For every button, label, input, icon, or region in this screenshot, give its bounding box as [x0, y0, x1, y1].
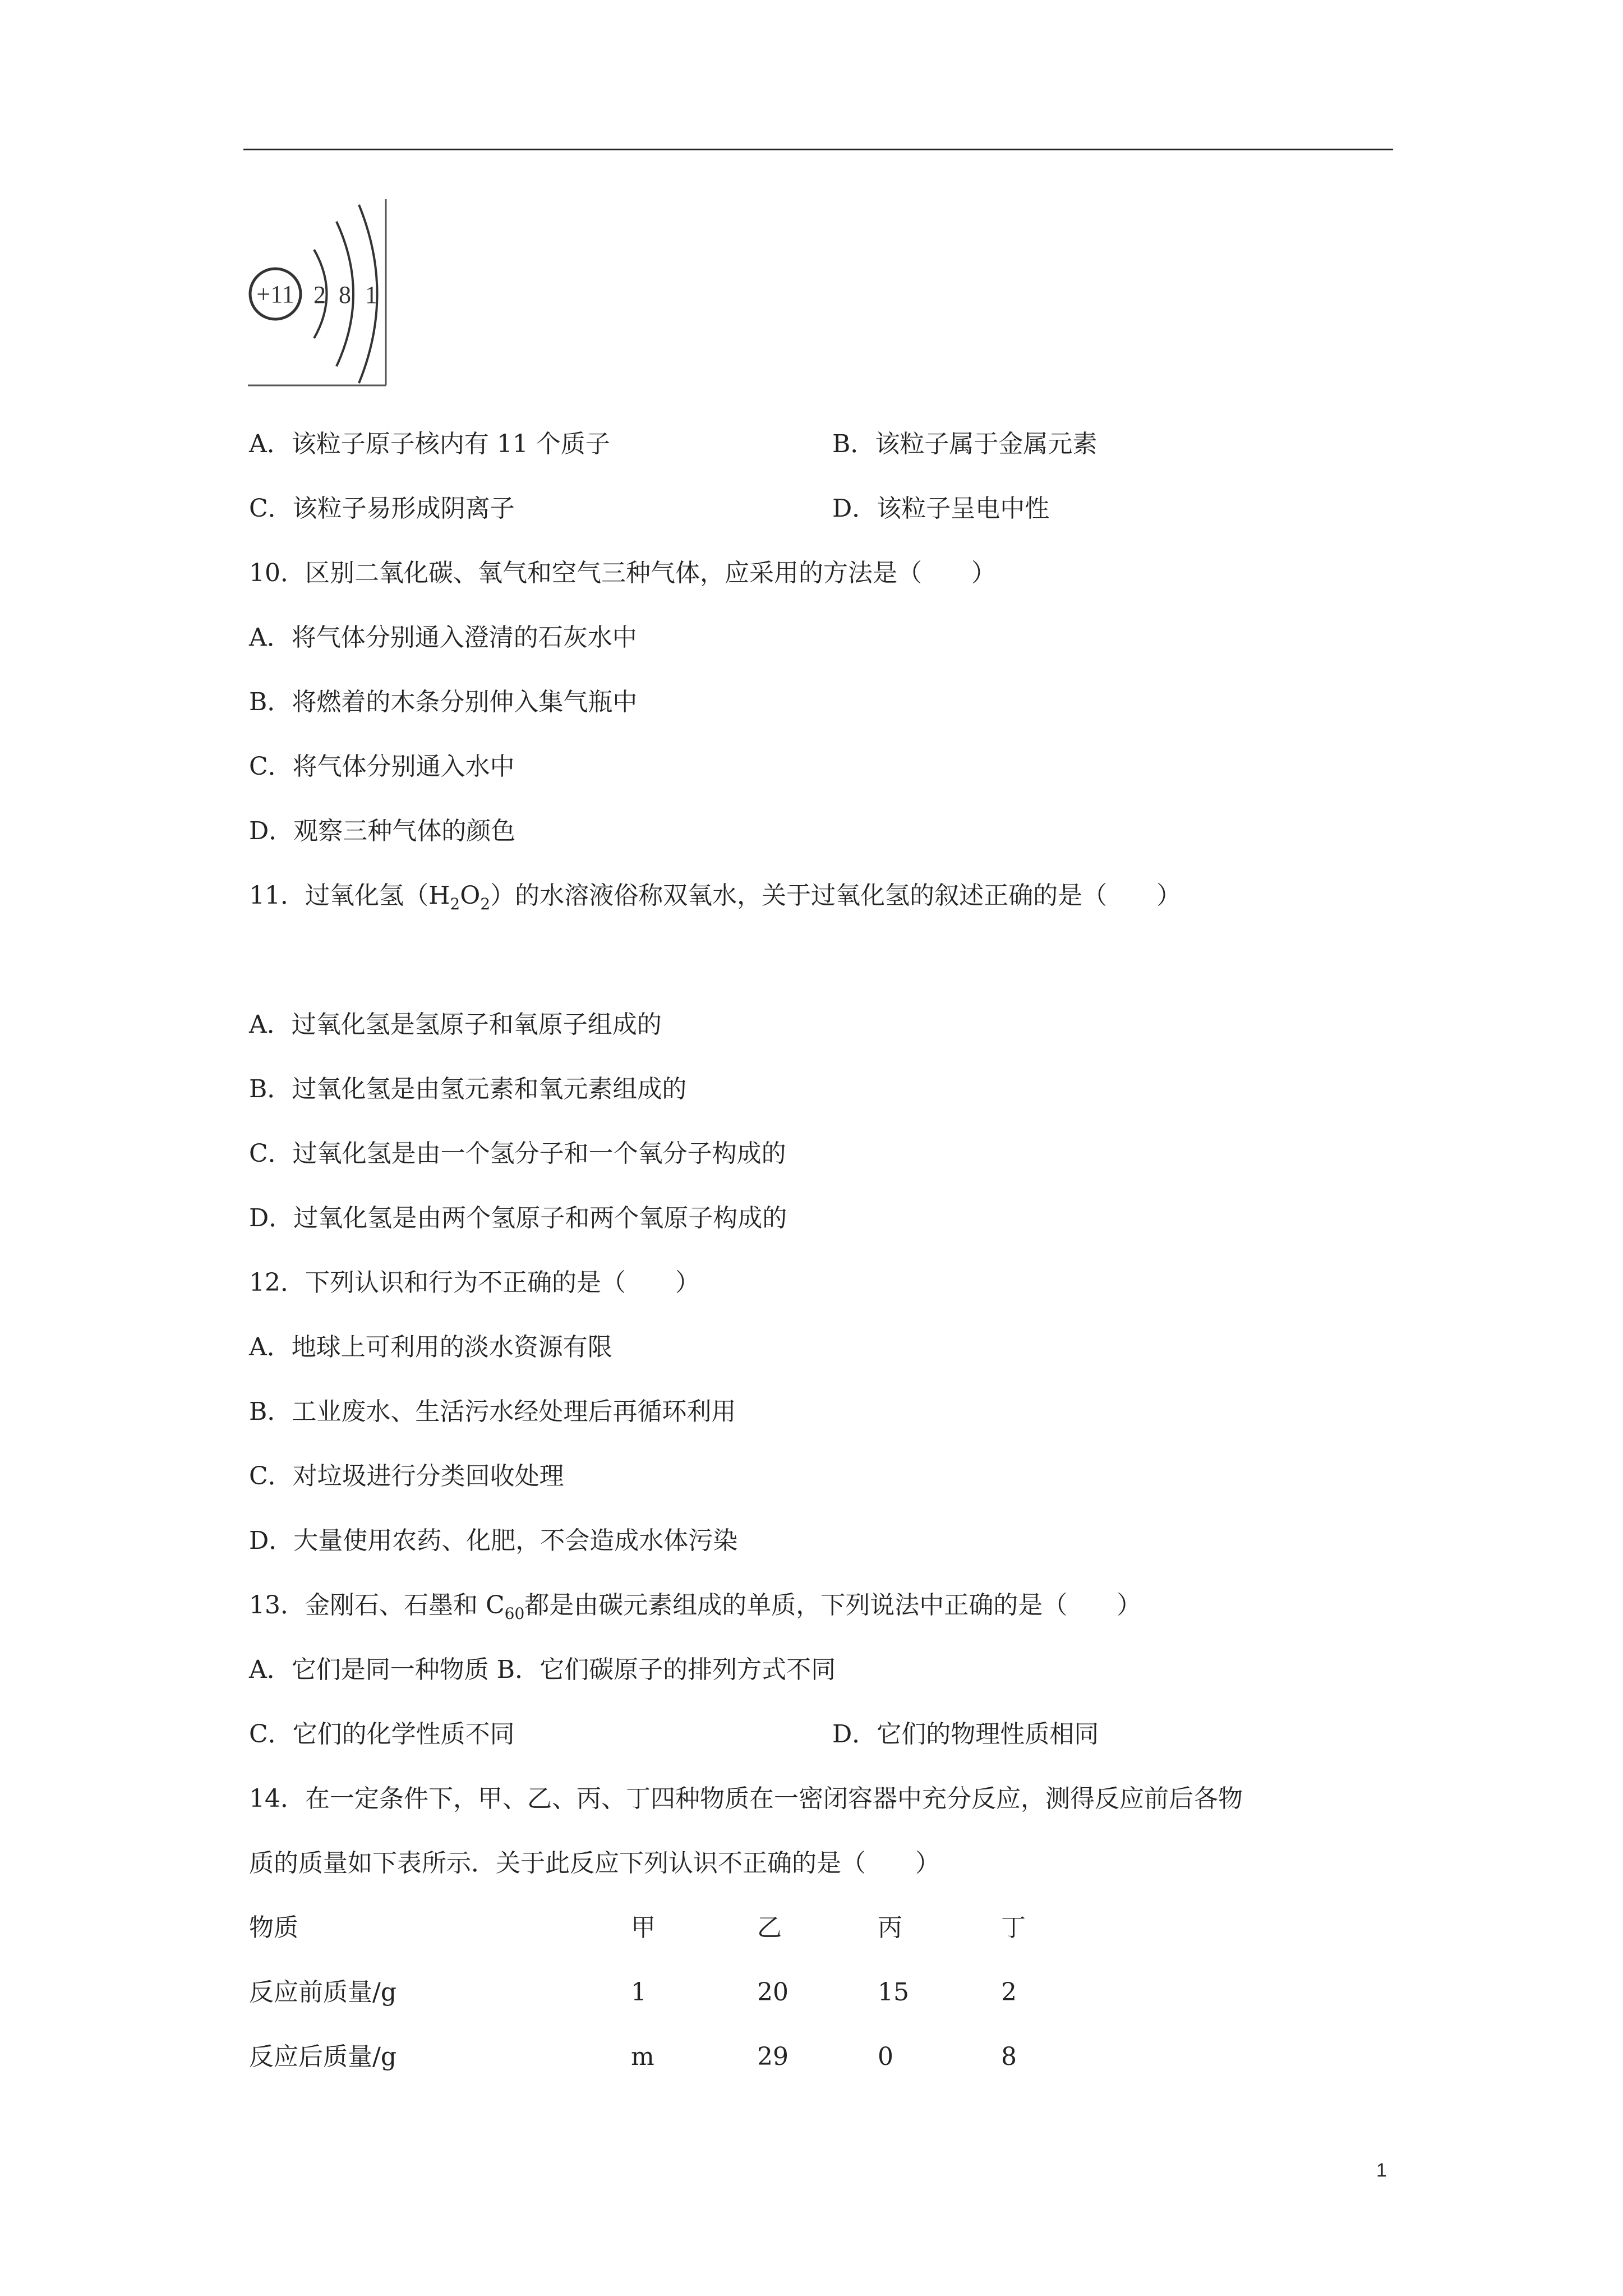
table-row1-label: 反应前质量/g [249, 1978, 396, 2007]
q12-option-b: B．工业废水、生活污水经处理后再循环利用 [249, 1397, 736, 1426]
table-row1-yi: 20 [757, 1978, 789, 2007]
q13-option-ab: A．它们是同一种物质 B．它们碳原子的排列方式不同 [249, 1655, 836, 1684]
q13-option-c: C．它们的化学性质不同 [249, 1720, 515, 1749]
table-row2-ding: 8 [1001, 2042, 1017, 2071]
table-header-label: 物质 [249, 1913, 298, 1942]
q12-option-a: A．地球上可利用的淡水资源有限 [249, 1333, 612, 1361]
q10-option-b: B．将燃着的木条分别伸入集气瓶中 [249, 688, 638, 716]
shell-2-count: 8 [339, 281, 351, 309]
q9-option-a: A．该粒子原子核内有 11 个质子 [249, 430, 610, 458]
shell-1-count: 2 [313, 281, 326, 309]
q11-option-a: A．过氧化氢是氢原子和氧原子组成的 [249, 1010, 662, 1039]
q11-option-d: D．过氧化氢是由两个氢原子和两个氧原子构成的 [249, 1204, 787, 1232]
q10-stem: 10．区别二氧化碳、氧气和空气三种气体，应采用的方法是（ ） [249, 559, 996, 587]
shell-3-count: 1 [365, 281, 377, 309]
q12-option-d: D．大量使用农药、化肥，不会造成水体污染 [249, 1526, 738, 1555]
q10-option-a: A．将气体分别通入澄清的石灰水中 [249, 623, 637, 652]
page-number: 1 [1376, 2160, 1387, 2181]
table-header-bing: 丙 [878, 1913, 902, 1942]
table-row2-label: 反应后质量/g [249, 2042, 396, 2071]
q9-option-c: C．该粒子易形成阴离子 [249, 494, 515, 523]
q9-option-b: B．该粒子属于金属元素 [832, 430, 1098, 458]
q11-option-c: C．过氧化氢是由一个氢分子和一个氧分子构成的 [249, 1139, 786, 1168]
q9-option-d: D．该粒子呈电中性 [832, 494, 1050, 523]
table-row2-yi: 29 [757, 2042, 789, 2071]
table-row1-jia: 1 [631, 1978, 647, 2007]
q13-option-d: D．它们的物理性质相同 [832, 1720, 1099, 1749]
table-row2-bing: 0 [878, 2042, 893, 2071]
atom-structure-diagram [247, 196, 393, 387]
q12-option-c: C．对垃圾进行分类回收处理 [249, 1462, 564, 1490]
table-row1-ding: 2 [1001, 1978, 1017, 2007]
q14-stem-line1: 14．在一定条件下，甲、乙、丙、丁四种物质在一密闭容器中充分反应，测得反应前后各物 [249, 1784, 1243, 1813]
table-header-jia: 甲 [631, 1913, 656, 1942]
nucleus-charge: +11 [256, 280, 294, 308]
table-row2-jia: m [631, 2042, 654, 2071]
q10-option-c: C．将气体分别通入水中 [249, 752, 515, 781]
q12-stem: 12．下列认识和行为不正确的是（ ） [249, 1268, 700, 1297]
table-row1-bing: 15 [878, 1978, 909, 2007]
q11-option-b: B．过氧化氢是由氢元素和氧元素组成的 [249, 1075, 687, 1103]
q14-stem-line2: 质的质量如下表所示．关于此反应下列认识不正确的是（ ） [249, 1849, 940, 1878]
table-header-ding: 丁 [1001, 1913, 1026, 1942]
header-rule [243, 149, 1393, 150]
q11-stem: 11．过氧化氢$(H_2O_2)$的水溶液俗称双氧水，关于过氧化氢的叙述正确的是（ ） [249, 881, 1182, 913]
q10-option-d: D．观察三种气体的颜色 [249, 817, 516, 845]
q13-stem: 13．金刚石、石墨和 $C_{60}$都是由碳元素组成的单质，下列说法中正确的是（ ） [249, 1591, 1142, 1623]
table-header-yi: 乙 [757, 1913, 782, 1942]
